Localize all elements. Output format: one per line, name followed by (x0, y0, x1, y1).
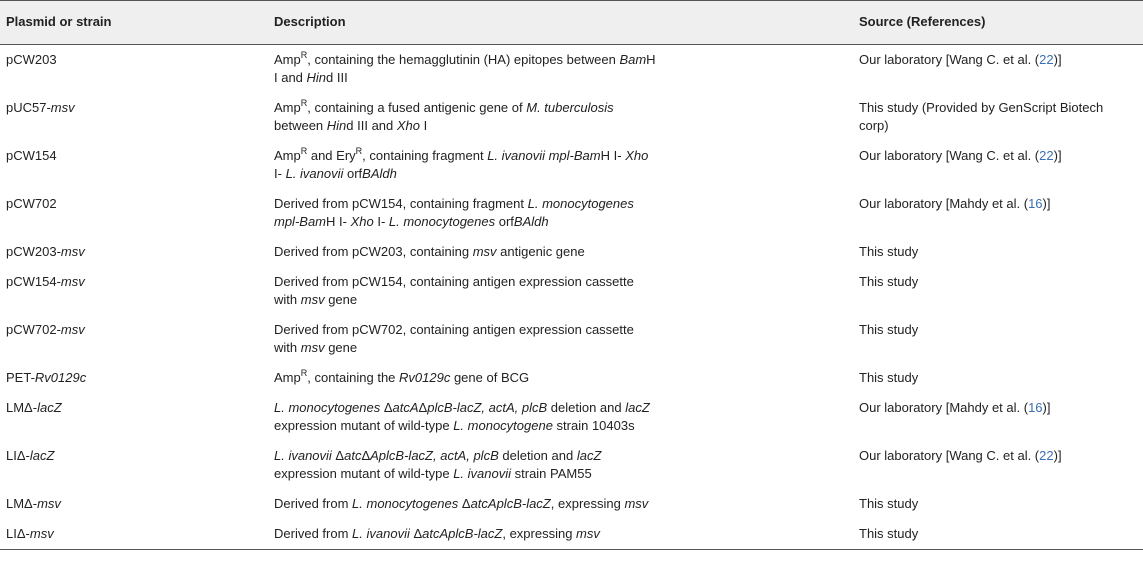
table-row (0, 189, 1143, 237)
cell-plasmid-or-strain: LMΔ-msv (6, 496, 61, 511)
cell-source: This study (859, 274, 919, 289)
superscript: R (300, 98, 308, 108)
table-row (0, 93, 1143, 141)
italic-text: mpl-Bam (274, 214, 327, 229)
cell-plasmid-or-strain: LIΔ-lacZ (6, 448, 55, 463)
italic-text: L. monocytogene (453, 418, 553, 433)
italic-text: L. ivanovii (274, 448, 332, 463)
superscript: R (300, 50, 308, 60)
cell-plasmid-or-strain: LMΔ-lacZ (6, 400, 62, 415)
superscript: R (355, 146, 363, 156)
cell-source: This study (859, 496, 919, 511)
header-source: Source (References) (853, 1, 1143, 45)
italic-text: lacZ (576, 448, 602, 463)
cell-source: Our laboratory [Mahdy et al. (16)] (859, 196, 1051, 211)
reference-link[interactable]: 16 (1028, 196, 1043, 211)
cell-plasmid-or-strain: pCW702-msv (6, 322, 85, 337)
italic-text: L. ivanovii (285, 166, 344, 181)
italic-text: msv (29, 526, 54, 541)
cell-source: This study (Provided by GenScript Biotech corp) (859, 100, 1104, 133)
table-row (0, 267, 1143, 315)
italic-text: msv (300, 292, 325, 307)
table-row (0, 393, 1143, 441)
cell-source: Our laboratory [Mahdy et al. (16)] (859, 400, 1051, 415)
italic-text: atcAplcB-lacZ (470, 496, 551, 511)
italic-text: L. monocytogenes (527, 196, 634, 211)
italic-text: atcAplcB-lacZ (422, 526, 503, 541)
cell-source: Our laboratory [Wang C. et al. (22)] (859, 52, 1062, 67)
italic-text: lacZ (625, 400, 650, 415)
cell-description: Amp$^R$, containing the hemagglutinin (HA) epitopes between BamH I and Hind III (274, 50, 656, 85)
italic-text: Hin (326, 118, 347, 133)
italic-text: L. ivanovii (453, 466, 512, 481)
cell-description: Amp$^R$ and Ery$^R$, containing fragment L. ivanovii mpl-BamH I- Xho I- L. ivanovii orfBAldh (274, 146, 649, 181)
italic-text: AplcB-lacZ, actA, plcB (370, 448, 499, 463)
italic-text: msv (37, 496, 61, 511)
italic-text: lacZ (29, 448, 55, 463)
cell-description: Derived from L. ivanovii ΔatcAplcB-lacZ, expressing msv (268, 519, 853, 550)
italic-text: L. monocytogenes (388, 214, 496, 229)
cell-source: This study (859, 322, 919, 337)
italic-text: msv (576, 526, 600, 541)
italic-text: Xho (625, 148, 649, 163)
table-row (0, 363, 1143, 393)
cell-description: Derived from pCW203, containing msv antigenic gene (274, 244, 585, 259)
cell-description: Derived from pCW154, containing antigen expression cassette with msv gene (274, 274, 634, 307)
italic-text: msv (50, 100, 75, 115)
cell-plasmid-or-strain: pCW154 (6, 148, 57, 163)
reference-link[interactable]: 16 (1028, 400, 1043, 415)
cell-description: Derived from L. monocytogenes ΔatcAplcB-lacZ, expressing msv (274, 496, 649, 511)
cell-source: Our laboratory [Wang C. et al. (22)] (859, 148, 1062, 163)
table-row (0, 441, 1143, 489)
cell-description: Amp$^R$, containing the Rv0129c gene of BCG (274, 368, 530, 385)
reference-link[interactable]: 22 (1039, 448, 1054, 463)
header-description: Description (268, 1, 853, 45)
italic-text: msv (300, 340, 325, 355)
header-plasmid-or-strain: Plasmid or strain (0, 1, 268, 45)
cell-plasmid-or-strain: pCW154-msv (6, 274, 85, 289)
cell-source: Our laboratory [Wang C. et al. (22)] (859, 448, 1062, 463)
italic-text: Rv0129c (34, 370, 87, 385)
italic-text: Bam (619, 52, 647, 67)
cell-plasmid-or-strain: pCW203 (6, 52, 57, 67)
cell-description: Amp$^R$, containing a fused antigenic gene of M. tuberculosis between Hind III and Xho I (274, 98, 614, 133)
italic-text: L. ivanovii (352, 526, 410, 541)
italic-text: L. monocytogenes (352, 496, 459, 511)
cell-plasmid-or-strain: pCW702 (6, 196, 57, 211)
table-body (0, 45, 1143, 550)
italic-text: BAldh (513, 214, 549, 229)
italic-text: lacZ (37, 400, 62, 415)
italic-text: msv (60, 244, 85, 259)
table-row (0, 315, 1143, 363)
cell-plasmid-or-strain: pCW203-msv (6, 244, 85, 259)
cell-description: Derived from pCW154, containing fragment L. monocytogenes mpl-BamH I- Xho I- L. monocytogenes orfBAldh (274, 196, 634, 229)
italic-text: BAldh (362, 166, 397, 181)
cell-description: L. ivanovii ΔatcΔAplcB-lacZ, actA, plcB deletion and lacZ expression mutant of wild-type L. ivanovii strain PAM55 (274, 448, 602, 481)
table-row (0, 45, 1143, 94)
table-row (0, 489, 1143, 519)
italic-text: msv (472, 244, 497, 259)
cell-plasmid-or-strain: PET-Rv0129c (6, 370, 87, 385)
reference-link[interactable]: 22 (1039, 148, 1054, 163)
reference-link[interactable]: 22 (1039, 52, 1054, 67)
cell-plasmid-or-strain: LIΔ-msv (0, 519, 268, 550)
italic-text: atcA (392, 400, 419, 415)
italic-text: msv (60, 274, 85, 289)
table-row (0, 141, 1143, 189)
italic-text: msv (624, 496, 649, 511)
table-row (0, 519, 1143, 550)
cell-source: This study (853, 519, 1143, 550)
cell-source: This study (859, 370, 919, 385)
italic-text: Xho (350, 214, 374, 229)
italic-text: Hin (306, 70, 327, 85)
italic-text: Xho (396, 118, 421, 133)
cell-plasmid-or-strain: pUC57-msv (6, 100, 75, 115)
cell-description: L. monocytogenes ΔatcAΔplcB-lacZ, actA, plcB deletion and lacZ expression mutant of wild-type L. monocytogene strain 10403s (274, 400, 650, 433)
italic-text: L. monocytogenes (274, 400, 381, 415)
superscript: R (300, 368, 308, 378)
italic-text: Rv0129c (399, 370, 451, 385)
cell-description: Derived from pCW702, containing antigen expression cassette with msv gene (274, 322, 634, 355)
italic-text: M. tuberculosis (526, 100, 614, 115)
italic-text: msv (60, 322, 85, 337)
table-row (0, 237, 1143, 267)
italic-text: atc (344, 448, 362, 463)
header-row (0, 1, 1143, 45)
italic-text: plcB-lacZ, actA, plcB (427, 400, 548, 415)
cell-source: This study (859, 244, 919, 259)
superscript: R (300, 146, 308, 156)
table-header (0, 1, 1143, 45)
italic-text: L. ivanovii mpl-Bam (487, 148, 601, 163)
